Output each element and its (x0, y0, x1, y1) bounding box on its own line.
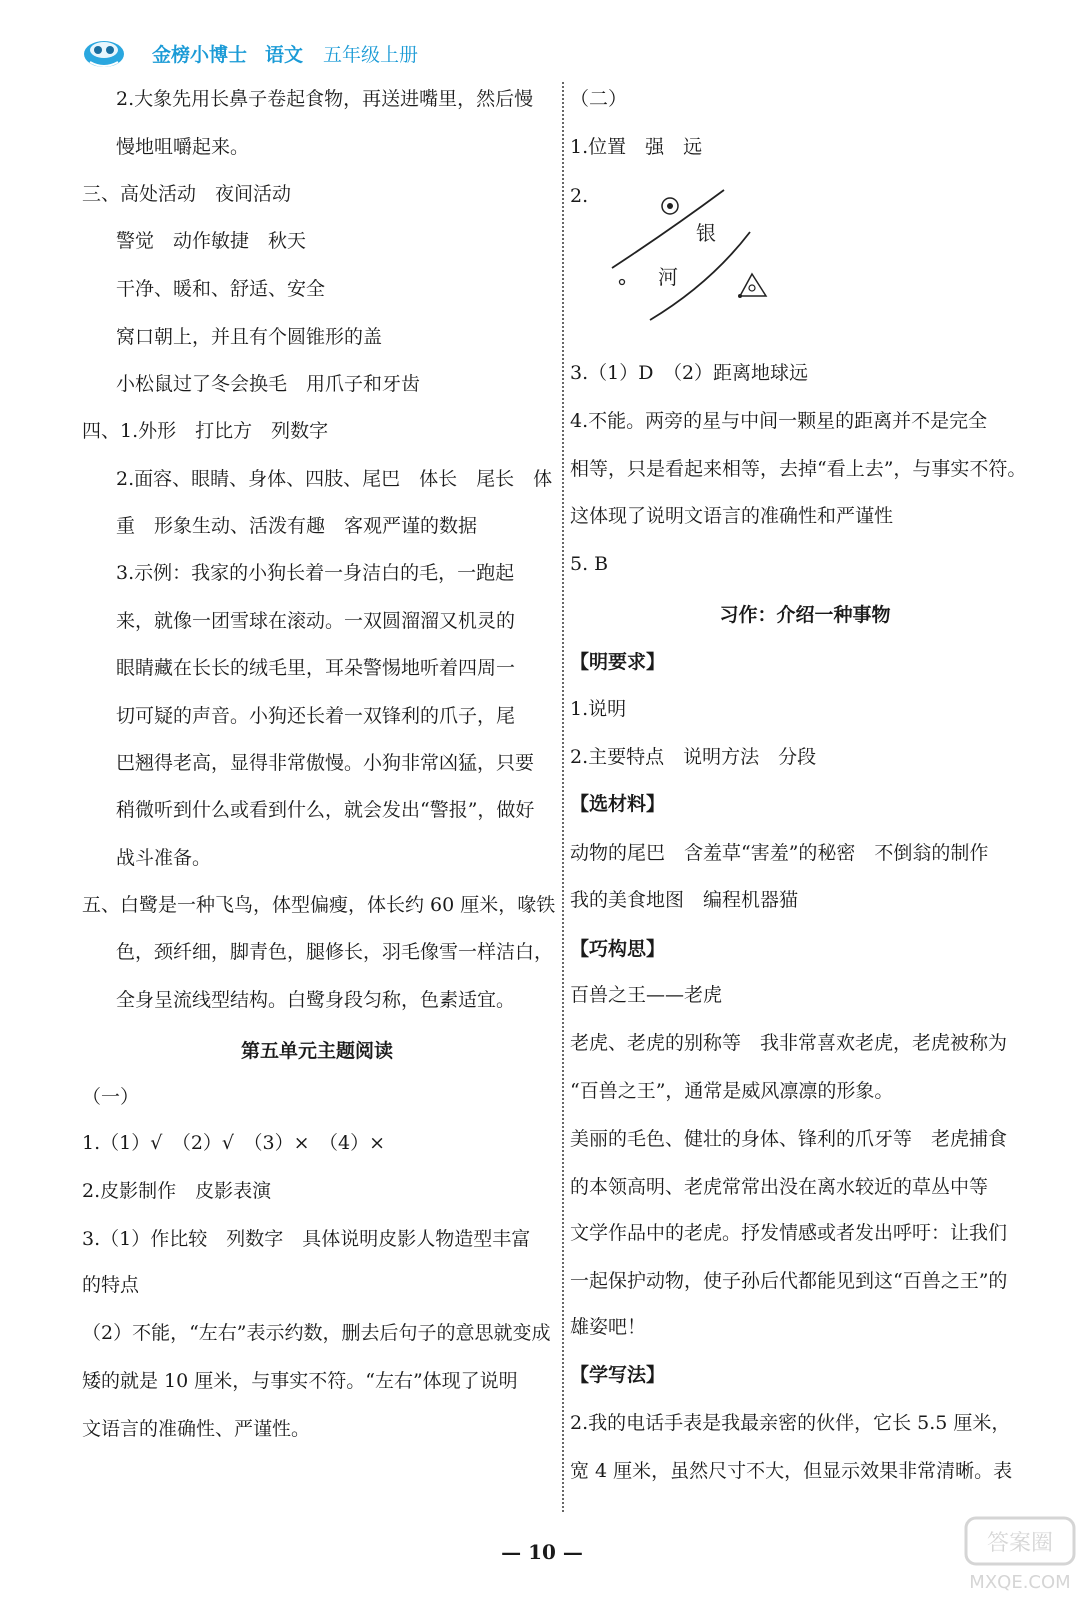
answer-line: 四、1.外形 打比方 列数字 (82, 420, 329, 442)
answer-line: 3.（1）D （2）距离地球远 (570, 362, 809, 384)
answer-line: 美丽的毛色、健壮的身体、锋利的爪牙等 老虎捕食 (570, 1128, 1008, 1150)
milky-way-diagram (600, 184, 800, 324)
answer-line: 动物的尾巴 含羞草“害羞”的秘密 不倒翁的制作 (570, 842, 989, 864)
answer-line: 1.说明 (570, 698, 627, 720)
answer-line: 老虎、老虎的别称等 我非常喜欢老虎，老虎被称为 (570, 1032, 1008, 1054)
answer-line: 色，颈纤细，脚青色，腿修长，羽毛像雪一样洁白， (116, 941, 554, 963)
answer-line: 1.位置 强 远 (570, 136, 703, 158)
answer-line: 战斗准备。 (116, 847, 212, 869)
answer-line: 眼睛藏在长长的绒毛里，耳朵警惕地听着四周一 (116, 657, 516, 679)
section-tag: 【明要求】 (570, 651, 666, 673)
answer-line: 2.面容、眼睛、身体、四肢、尾巴 体长 尾长 体 (116, 468, 553, 490)
subject-label: 语文 (265, 43, 304, 66)
answer-line: 的本领高明、老虎常常出没在离水较近的草丛中等 (570, 1176, 989, 1198)
diagram-char-2: 河 (658, 265, 678, 289)
answer-line: 5. B (570, 553, 609, 575)
watermark-logo (960, 1512, 1080, 1596)
answer-line: 2.主要特点 说明方法 分段 (570, 746, 817, 768)
answer-line: 1.（1）√ （2）√ （3）× （4）× (82, 1132, 386, 1154)
answer-line: 来，就像一团雪球在滚动。一双圆溜溜又机灵的 (116, 610, 516, 632)
answer-line: 的特点 (82, 1274, 140, 1296)
answer-line: 2.大象先用长鼻子卷起食物，再送进嘴里，然后慢 (116, 88, 534, 110)
answer-line: 3.示例：我家的小狗长着一身洁白的毛，一跑起 (116, 562, 515, 584)
answer-line: 4.不能。两旁的星与中间一颗星的距离并不是完全 (570, 410, 988, 432)
answer-line: 干净、暖和、舒适、安全 (116, 278, 326, 300)
answer-line: （二） (570, 88, 628, 110)
answer-line: 雄姿吧！ (570, 1316, 647, 1338)
page-header (82, 36, 418, 70)
answer-line: 我的美食地图 编程机器猫 (570, 889, 799, 911)
answer-line: 文学作品中的老虎。抒发情感或者发出呼吁：让我们 (570, 1222, 1008, 1244)
grade-label: 五年级上册 (323, 43, 419, 66)
section-title: 第五单元主题阅读 (240, 1040, 393, 1062)
answer-line: 2.我的电话手表是我最亲密的伙伴，它长 5.5 厘米， (570, 1412, 1011, 1434)
answer-line: 相等，只是看起来相等，去掉“看上去”，与事实不符。 (570, 458, 1027, 480)
answer-line: 百兽之王——老虎 (570, 984, 723, 1006)
answer-line: 宽 4 厘米，虽然尺寸不大，但显示效果非常清晰。表 (570, 1460, 1013, 1482)
answer-line: 小松鼠过了冬会换毛 用爪子和牙齿 (116, 373, 421, 395)
watermark-text: MXQE.COM (969, 1572, 1071, 1593)
svg-text:答案圈: 答案圈 (986, 1531, 1054, 1556)
answer-line: 窝口朝上，并且有个圆锥形的盖 (116, 326, 383, 348)
column-divider (562, 82, 564, 1512)
answer-line: 警觉 动作敏捷 秋天 (116, 230, 307, 252)
answer-line: 切可疑的声音。小狗还长着一双锋利的爪子，尾 (116, 705, 516, 727)
answer-line: 矮的就是 10 厘米，与事实不符。“左右”体现了说明 (82, 1370, 518, 1392)
answer-line: 文语言的准确性、严谨性。 (82, 1418, 311, 1440)
answer-line: （一） (82, 1086, 140, 1108)
page-number: — 10 — (501, 1540, 583, 1564)
diagram-char-1: 银 (696, 221, 716, 245)
answer-line: 五、白鹭是一种飞鸟，体型偏瘦，体长约 60 厘米，喙铁 (82, 894, 556, 916)
answer-line: （2）不能，“左右”表示约数，删去后句子的意思就变成 (82, 1322, 551, 1344)
section-title: 习作：介绍一种事物 (719, 604, 891, 626)
section-tag: 【学写法】 (570, 1364, 666, 1386)
answer-line: 巴翘得老高，显得非常傲慢。小狗非常凶猛，只要 (116, 752, 535, 774)
answer-line: 重 形象生动、活泼有趣 客观严谨的数据 (116, 515, 478, 537)
answer-line: 全身呈流线型结构。白鹭身段匀称，色素适宜。 (116, 989, 516, 1011)
brand-name: 金榜小博士 (152, 43, 248, 66)
section-tag: 【巧构思】 (570, 938, 666, 960)
small-star-icon (620, 280, 625, 285)
section-tag: 【选材料】 (570, 793, 666, 815)
answer-line: 2.皮影制作 皮影表演 (82, 1180, 272, 1202)
answer-line: 慢地咀嚼起来。 (116, 136, 250, 158)
answer-line: “百兽之王”，通常是威风凛凛的形象。 (570, 1080, 894, 1102)
answer-line: 一起保护动物，使子孙后代都能见到这“百兽之王”的 (570, 1270, 1008, 1292)
answer-line: 3.（1）作比较 列数字 具体说明皮影人物造型丰富 (82, 1228, 531, 1250)
answer-line: 这体现了说明文语言的准确性和严谨性 (570, 505, 894, 527)
answer-line: 三、高处活动 夜间活动 (82, 183, 292, 205)
answer-line: 稍微听到什么或看到什么，就会发出“警报”，做好 (116, 799, 535, 821)
owl-logo-icon (82, 38, 126, 68)
answer-line: 2. (570, 185, 589, 207)
